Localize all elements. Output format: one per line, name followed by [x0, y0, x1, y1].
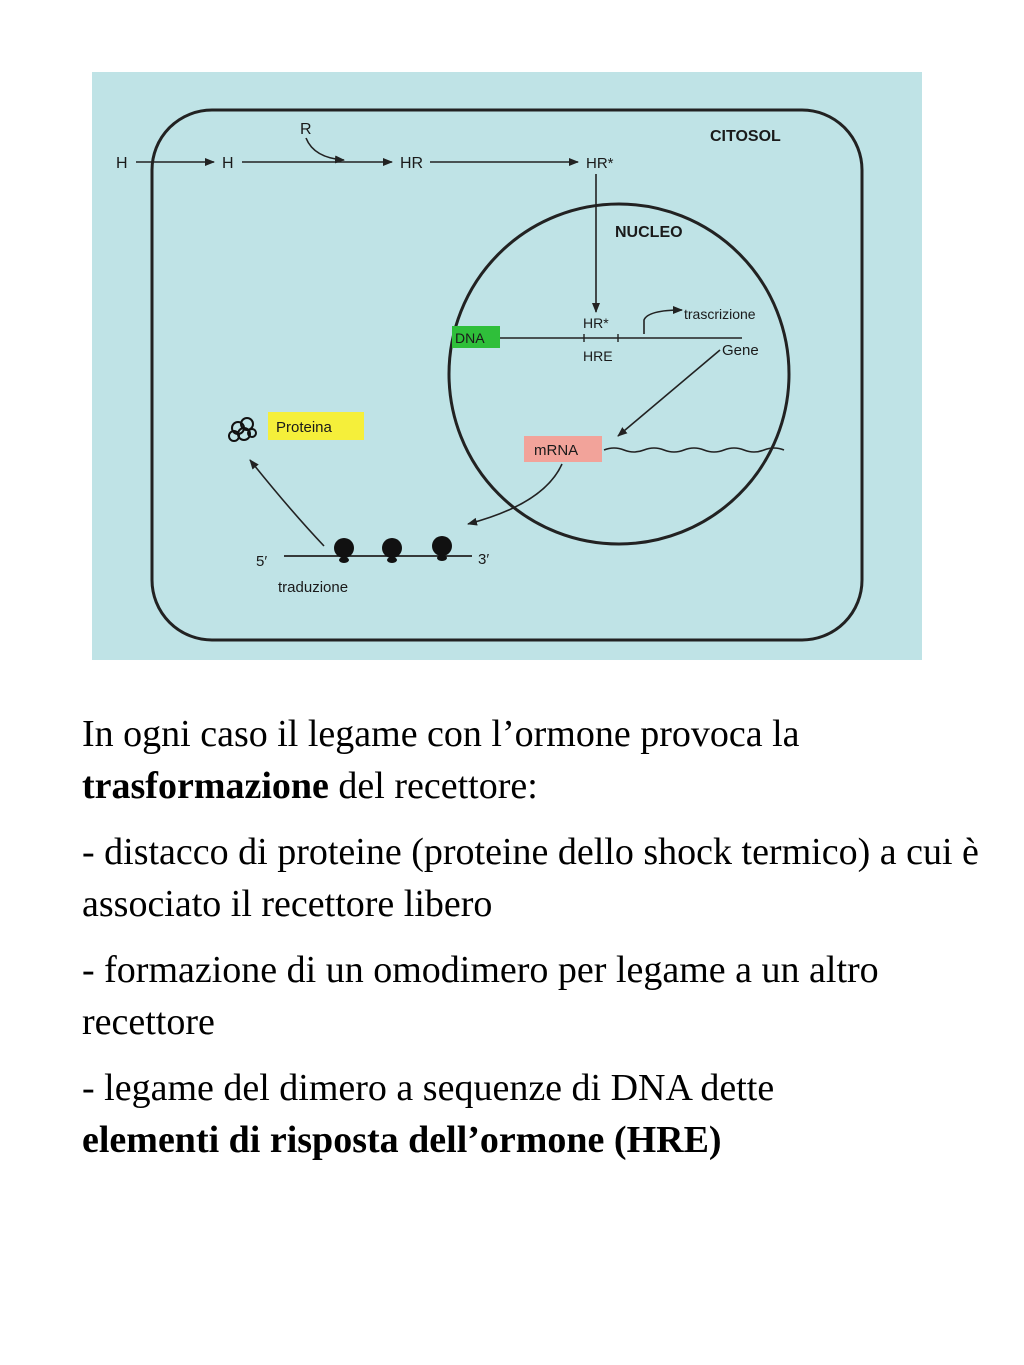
citosol-label: CITOSOL	[710, 128, 781, 145]
bullet-distacco: - distacco di proteine (proteine dello shock termico) a cui è associato il recettore libero	[82, 831, 979, 925]
receptor-label: R	[300, 121, 312, 138]
figure-diagram	[92, 72, 922, 660]
activated-receptor-label: HR*	[586, 155, 614, 172]
intro-text-end: del recettore:	[328, 765, 538, 807]
bullet-legame-dna-text: - legame del dimero a sequenze di DNA dette	[82, 1067, 775, 1109]
diagram-background	[92, 72, 922, 660]
three-prime-label: 3′	[478, 551, 490, 568]
intro-bold-term: trasformazione	[82, 765, 329, 807]
hre-label: HRE	[583, 348, 613, 364]
intro-text: In ogni caso il legame con l’ormone provoca la	[82, 713, 800, 755]
proteina-label: Proteina	[276, 419, 332, 436]
hormone-label-2: H	[222, 155, 234, 172]
bound-receptor-label: HR*	[583, 315, 609, 331]
transcription-label: trascrizione	[684, 306, 756, 322]
bullet-omodimero: - formazione di un omodimero per legame a un altro recettore	[82, 949, 879, 1043]
gene-label: Gene	[722, 342, 759, 359]
text-block	[82, 708, 982, 1180]
dna-label: DNA	[455, 330, 485, 346]
hormone-receptor-label: HR	[400, 155, 424, 172]
bullet-legame-dna	[82, 1062, 982, 1166]
intro-paragraph	[82, 708, 982, 812]
hre-bold-term: elementi di risposta dell’ormone (HRE)	[82, 1119, 722, 1161]
translation-label: traduzione	[278, 579, 349, 596]
hormone-label-1: H	[116, 155, 128, 172]
nucleo-label: NUCLEO	[615, 224, 683, 241]
mrna-label: mRNA	[534, 442, 579, 459]
five-prime-label: 5′	[256, 553, 268, 570]
